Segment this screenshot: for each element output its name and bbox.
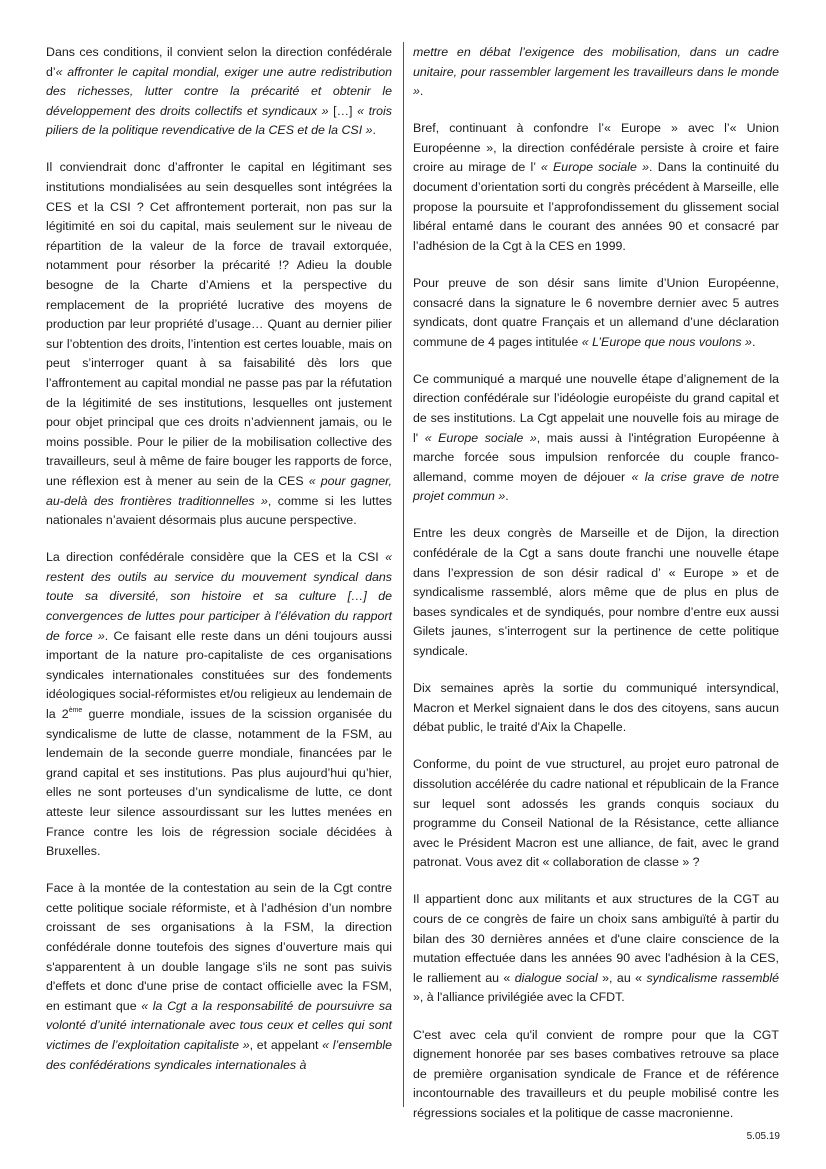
right-column <box>413 43 779 1124</box>
quote-text: « la crise grave de notre projet commun » <box>413 469 779 504</box>
text-run: . <box>372 123 376 138</box>
quote-text: « L’Europe que nous voulons » <box>581 334 752 349</box>
paragraph <box>46 879 392 1075</box>
paragraph <box>46 43 392 141</box>
text-run: Dans ces conditions, il convient selon la direction confédérale d’ <box>46 45 392 79</box>
quote-text: dialogue social <box>514 970 598 985</box>
text-run: Pour preuve de son désir sans limite d’Union Européenne, consacré dans la signature le 6 novembre dernier avec 5 autres syndicats, dont quatre Français et un allemand d’une déclaration commune de 4 pages intitulée <box>413 275 779 349</box>
quote-text: « restent des outils au service du mouvement syndical dans toute sa diversité, son histoire et sa culture […] de convergences de luttes pour participer à l’élévation du rapport de force » <box>46 550 392 643</box>
page-date: 5.05.19 <box>746 1131 780 1142</box>
text-run: . <box>419 84 424 99</box>
quote-text: « pour gagner, au-delà des frontières traditionnelles » <box>46 473 392 508</box>
paragraph: C'est avec cela qu'il convient de rompre pour que la CGT dignement honorée par ses bases combatives retrouve sa place de première organisation syndicale de France et de référence incontournable des travailleurs et du peuple mobilisé contre les régressions sociales et la politique de casse macronienne. <box>413 1027 779 1120</box>
quote-text: syndicalisme rassemblé <box>646 970 779 985</box>
quote-text: mettre en débat l’exigence des mobilisation, dans un cadre unitaire, pour rassembler largement les travailleurs dans le monde » <box>413 45 779 99</box>
text-run: Il conviendrait donc d’affronter le capital en légitimant ses institutions mondialisées au sein desquelles sont intégrées la CES et la CSI ? Cet affrontement porterait, non pas sur la légitimité en soi du capital, mais seulement sur le niveau de répartition de la valeur de la force de travail extorquée, notamment pour résorber la précarité !? Adieu la double besogne de la Charte d’Amiens et la perspective du remplacement de la propriété lucrative des moyens de production par leur propriété d’usage… Quant au dernier pilier sur l’obtention des droits, l’intention est certes louable, mais on peut s’interroger quant à sa faisabilité dès lors que l’affrontement au capital mondial ne passe pas par la réfutation de la légitimité de ses institutions, lesquelles ont justement pour objet principal que ces droits n’adviennent jamais, ou le moins possible. Pour le pilier de la mobilisation collective des travailleurs, seul à même de faire bouger les rapports de force, une réflexion est à mener au sein de la CES <box>46 160 392 488</box>
text-run: . <box>505 489 509 504</box>
paragraph <box>413 370 779 507</box>
left-column <box>46 43 392 1075</box>
text-run: Ce communiqué a marqué une nouvelle étape d’alignement de la direction confédérale sur l’idéologie européiste du grand capital et de ses institutions. La Cgt appelait une nouvelle fois au mirage de l' <box>413 371 779 445</box>
text-run: », à l'alliance privilégiée avec la CFDT. <box>413 990 625 1005</box>
paragraph <box>413 274 779 352</box>
text-run: . Dans la continuité du document d’orientation sorti du congrès précédent à Marseille, elle propose la poursuite et l’approfondissement du glissement social libéral entamé dans le courant des années 90 et consacré par l’adhésion de la Cgt à la CES en 1999. <box>413 160 779 253</box>
paragraph <box>46 548 392 862</box>
quote-text: « l’ensemble des confédérations syndicales internationales à <box>46 1038 392 1072</box>
text-run: guerre mondiale, issues de la scission organisée du syndicalisme de lutte de classe, notamment de la FSM, au lendemain de la seconde guerre mondiale, financées par le grand capital et ses institutions. Pas plus aujourd’hui qu’hier, elles ne sont porteuses d’un syndicalisme de lutte, ce dont atteste leur silence assourdissant sur les luttes menées en France contre les lois de régression sociale décidées à Bruxelles. <box>46 707 392 859</box>
paragraph <box>413 43 779 102</box>
paragraph: Conforme, du point de vue structurel, au projet euro patronal de dissolution accélérée du cadre national et républicain de la France sur lequel sont adossés les grands conquis sociaux du programme du Conseil National de la Résistance, cette alliance avec le Président Macron est une alliance, de fait, avec le grand patronat. Vous avez dit « collaboration de classe » ? <box>413 757 779 870</box>
quote-text: « Europe sociale » <box>540 160 650 175</box>
text-run: Face à la montée de la contestation au sein de la Cgt contre cette politique sociale réformiste, et à l’adhésion d’un nombre croissant de ses organisations à la FSM, la direction confédérale donne toutefois des signes d’ouverture mais qui s'apparentent à un double langage s'ils ne sont pas suivis d'effets et donc d'une prise de contact officielle avec la FSM, en estimant que <box>46 881 392 1013</box>
quote-text: « trois piliers de la politique revendicative de la CES et de la CSI » <box>46 103 392 138</box>
text-run: », au « <box>597 970 647 985</box>
superscript: ème <box>68 707 83 714</box>
text-run: , mais aussi à l'intégration Européenne à marche forcée sous impulsion renforcée du couple franco-allemand, comme moyen de déjouer <box>413 430 780 484</box>
text-run: Bref, continuant à confondre l’« Europe » avec l’« Union Européenne », la direction confédérale persiste à croire et faire croire au mirage de l’ <box>413 121 779 175</box>
text-run: , et appelant <box>249 1038 323 1052</box>
paragraph: Dix semaines après la sortie du communiqué intersyndical, Macron et Merkel signaient dans le dos des citoyens, sans aucun débat public, le traité d'Aix la Chapelle. <box>413 681 779 735</box>
text-run: La direction confédérale considère que la CES et la CSI <box>46 550 386 565</box>
text-run: . <box>751 334 756 349</box>
column-divider <box>403 42 404 1107</box>
text-run: . Ce faisant elle reste dans un déni toujours aussi important de la nature pro-capitaliste de ces organisations syndicales internationales constituées sur des fondements idéologiques social-réformistes et/ou religieux au lendemain de la 2 <box>46 628 392 721</box>
text-run: , comme si les luttes nationales n’avaient désormais plus aucune perspective. <box>46 493 392 528</box>
paragraph <box>413 119 779 256</box>
quote-text: « Europe sociale » <box>424 430 537 445</box>
text-run: […] <box>328 103 358 118</box>
paragraph <box>413 890 779 1008</box>
text-run: Il appartient donc aux militants et aux structures de la CGT au cours de ce congrès de faire un choix sans ambiguïté à partir du bilan des 30 dernières années et d'une claire conscience de la mutation effectuée dans les années 90 avec l'adhésion à la CES, le ralliement au « <box>413 892 779 985</box>
quote-text: « affronter le capital mondial, exiger une autre redistribution des richesses, lutter contre la précarité et obtenir le développement des droits collectifs et syndicaux » <box>46 64 392 118</box>
paragraph <box>46 158 392 530</box>
paragraph: Entre les deux congrès de Marseille et de Dijon, la direction confédérale de la Cgt a sans doute franchi une nouvelle étape dans l’expression de son désir radical d’ « Europe » et de syndicalisme rassemblé, alors même que de plus en plus de bases syndicales et de syndiqués, pour nombre d’entre eux aussi Gilets jaunes, s’interrogent sur la pertinence de cette politique syndicale. <box>413 526 779 659</box>
quote-text: « la Cgt a la responsabilité de poursuivre sa volonté d’unité internationale avec tous ceux et celles qui sont victimes de l’exploitation capitaliste » <box>46 998 392 1052</box>
